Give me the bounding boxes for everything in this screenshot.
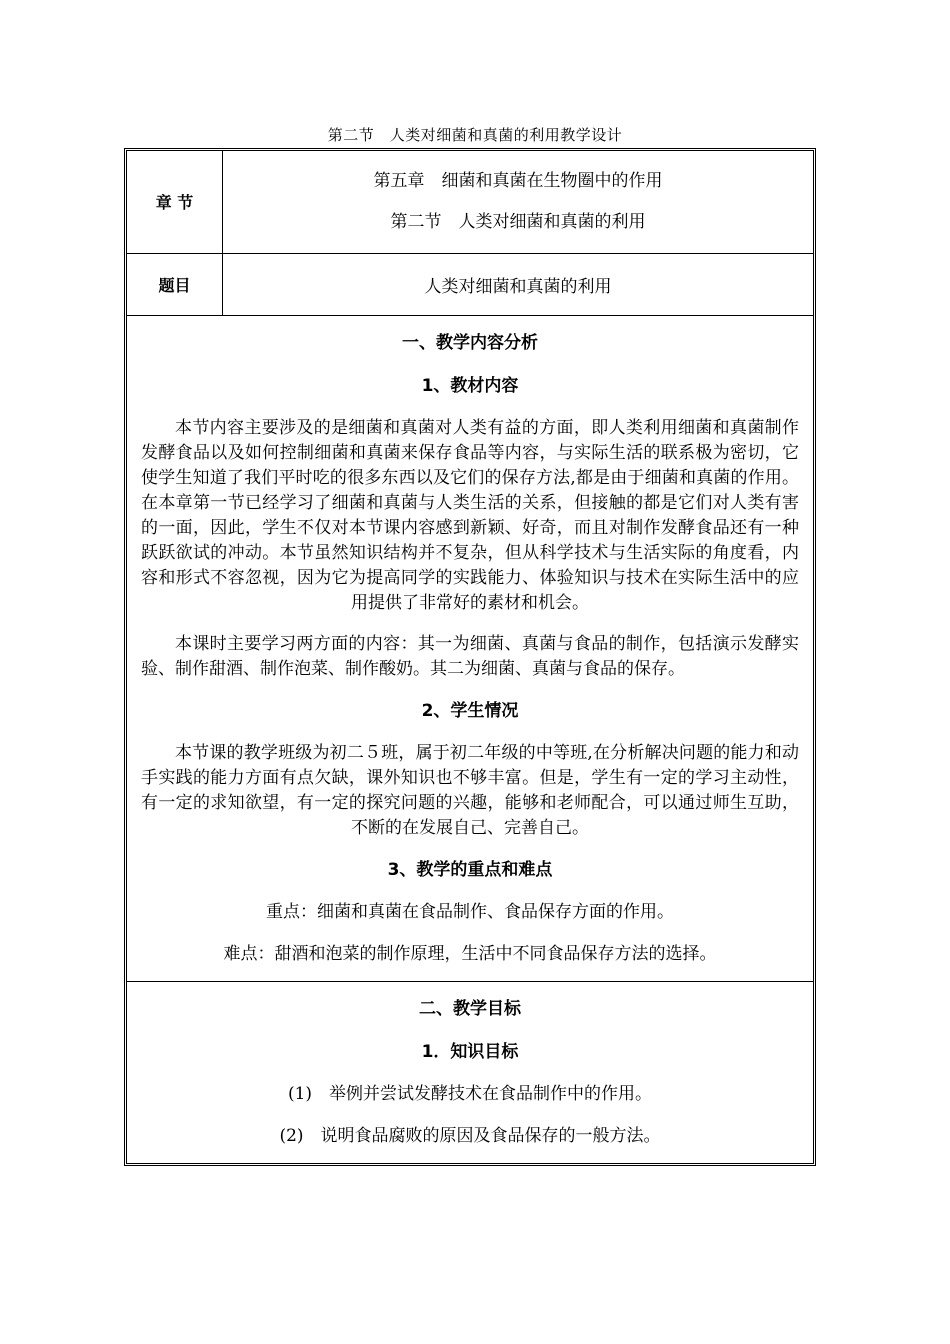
chapter-title: 第五章 细菌和真菌在生物圈中的作用 [373,170,663,191]
goal-item-2: (2) 说明食品腐败的原因及食品保存的一般方法。 [279,1125,661,1146]
teaching-goals-cell [127,981,813,1163]
knowledge-goals-heading: 1．知识目标 [421,1041,519,1062]
topic-row [127,253,813,315]
chapter-row [127,151,813,253]
textbook-content-heading: 1、教材内容 [421,375,519,396]
student-situation-heading: 2、学生情况 [421,700,519,721]
section1-heading: 一、教学内容分析 [402,332,538,353]
document-title: 第二节 人类对细菌和真菌的利用教学设计 [327,126,623,144]
section-title: 第二节 人类对细菌和真菌的利用 [390,211,646,232]
chapter-value-cell [223,151,814,253]
content-analysis-row [127,315,813,981]
textbook-content-paragraph: 本节内容主要涉及的是细菌和真菌对人类有益的方面，即人类利用细菌和真菌制作发酵食品以及如何控制细菌和真菌来保存食品等内容，与实际生活的联系极为密切，它使学生知道了我们平时吃的很多东西以及它们的保存方法,都是由于细菌和真菌的作用。在本章第一节已经学习了细菌和真菌与人类生活的关系，但接触的都是它们对人类有害的一面，因此，学生不仅对本节课内容感到新颖、好奇，而且对制作发酵食品还有一种跃跃欲试的冲动。本节虽然知识结构并不复杂，但从科学技术与生活实际的角度看，内容和形式不容忽视，因为它为提高同学的实践能力、体验知识与技术在实际生活中的应用提供了非常好的素材和机会。 [141,417,799,613]
chapter-label: 章 节 [127,151,223,253]
key-point: 重点：细菌和真菌在食品制作、食品保存方面的作用。 [266,901,674,922]
topic-value: 人类对细菌和真菌的利用 [223,253,814,315]
difficult-point: 难点：甜酒和泡菜的制作原理，生活中不同食品保存方法的选择。 [223,943,717,964]
teaching-goals-row [127,981,813,1163]
section2-heading: 二、教学目标 [419,998,521,1019]
lesson-scope-paragraph: 本课时主要学习两方面的内容：其一为细菌、真菌与食品的制作，包括演示发酵实验、制作甜酒、制作泡菜、制作酸奶。其二为细菌、真菌与食品的保存。 [141,633,799,679]
key-difficult-heading: 3、教学的重点和难点 [387,859,553,880]
topic-label: 题目 [127,253,223,315]
content-analysis-cell [127,315,813,981]
goal-item-1: (1) 举例并尝试发酵技术在食品制作中的作用。 [287,1083,653,1104]
student-situation-paragraph: 本节课的教学班级为初二５班，属于初二年级的中等班,在分析解决问题的能力和动手实践的能力方面有点欠缺，课外知识也不够丰富。但是，学生有一定的学习主动性，有一定的求知欲望，有一定的探究问题的兴趣，能够和老师配合，可以通过师生互助，不断的在发展自己、完善自己。 [141,742,799,838]
lesson-plan-table [124,148,816,1166]
